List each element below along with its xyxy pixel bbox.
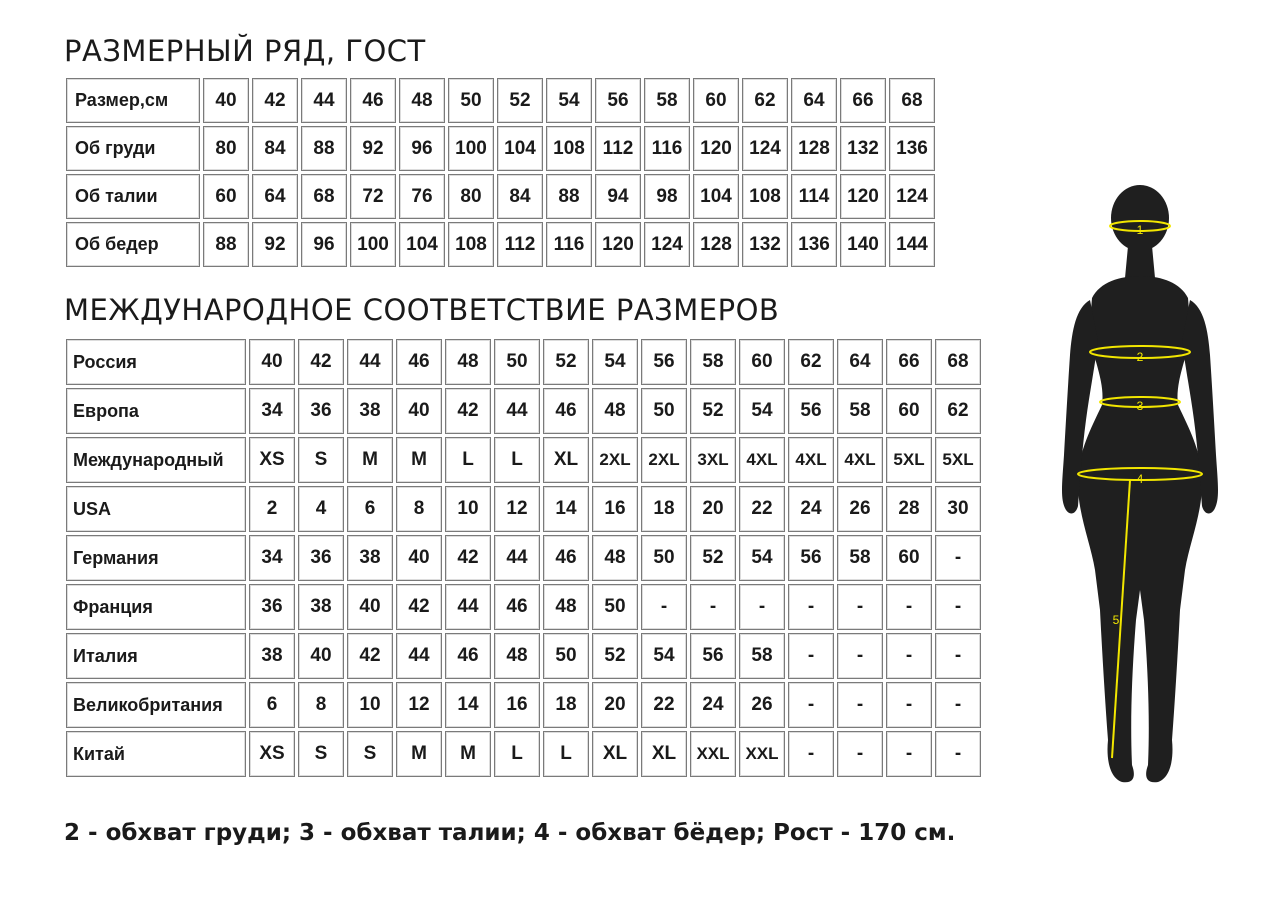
intl-cell: 34 (249, 388, 295, 434)
intl-cell: XXL (739, 731, 785, 777)
gost-cell: 124 (889, 174, 935, 219)
intl-cell: 2XL (641, 437, 687, 483)
gost-cell: 84 (497, 174, 543, 219)
intl-cell: 4XL (837, 437, 883, 483)
gost-row (66, 174, 935, 219)
gost-cell: 112 (497, 222, 543, 267)
intl-row-label: Международный (66, 437, 246, 483)
intl-cell: - (788, 584, 834, 630)
intl-cell: 40 (396, 535, 442, 581)
intl-cell: 68 (935, 339, 981, 385)
intl-cell: 8 (396, 486, 442, 532)
measurement-legend: 2 - обхват груди; 3 - обхват талии; 4 - обхват бёдер; Рост - 170 см. (64, 820, 956, 846)
intl-cell: 46 (445, 633, 491, 679)
gost-cell: 128 (693, 222, 739, 267)
intl-row-label: Франция (66, 584, 246, 630)
gost-table-title: РАЗМЕРНЫЙ РЯД, ГОСТ (64, 34, 426, 68)
intl-cell: 44 (494, 388, 540, 434)
gost-cell: 44 (301, 78, 347, 123)
intl-cell: 40 (298, 633, 344, 679)
gost-cell: 132 (742, 222, 788, 267)
intl-row-label: Китай (66, 731, 246, 777)
intl-cell: 36 (298, 388, 344, 434)
measurement-marker-label: 1 (1136, 223, 1144, 237)
gost-cell: 124 (742, 126, 788, 171)
intl-cell: 18 (543, 682, 589, 728)
intl-cell: 48 (543, 584, 589, 630)
gost-cell: 104 (399, 222, 445, 267)
intl-cell: 58 (837, 388, 883, 434)
intl-row-label: Италия (66, 633, 246, 679)
intl-cell: - (886, 633, 932, 679)
intl-cell: 28 (886, 486, 932, 532)
gost-row (66, 222, 935, 267)
gost-row-label: Об талии (66, 174, 200, 219)
intl-cell: 36 (249, 584, 295, 630)
intl-cell: 24 (788, 486, 834, 532)
gost-cell: 40 (203, 78, 249, 123)
gost-cell: 136 (889, 126, 935, 171)
gost-cell: 48 (399, 78, 445, 123)
gost-cell: 96 (399, 126, 445, 171)
intl-cell: 4 (298, 486, 344, 532)
gost-cell: 54 (546, 78, 592, 123)
gost-row-label: Об груди (66, 126, 200, 171)
gost-cell: 94 (595, 174, 641, 219)
intl-table-title: МЕЖДУНАРОДНОЕ СООТВЕТСТВИЕ РАЗМЕРОВ (64, 293, 780, 327)
intl-cell: 8 (298, 682, 344, 728)
intl-cell: 46 (543, 535, 589, 581)
intl-cell: 52 (543, 339, 589, 385)
intl-cell: - (837, 682, 883, 728)
intl-cell: 42 (445, 388, 491, 434)
gost-cell: 108 (448, 222, 494, 267)
intl-cell: - (935, 682, 981, 728)
intl-cell: 5XL (886, 437, 932, 483)
gost-cell: 124 (644, 222, 690, 267)
intl-cell: 38 (249, 633, 295, 679)
intl-cell: 54 (592, 339, 638, 385)
gost-cell: 140 (840, 222, 886, 267)
intl-row (66, 731, 981, 777)
intl-row (66, 486, 981, 532)
intl-cell: 64 (837, 339, 883, 385)
intl-row-label: Европа (66, 388, 246, 434)
intl-row-label: Россия (66, 339, 246, 385)
measurement-marker-label: 3 (1136, 399, 1144, 413)
intl-cell: 18 (641, 486, 687, 532)
intl-cell: - (886, 584, 932, 630)
intl-cell: - (837, 584, 883, 630)
intl-cell: 2 (249, 486, 295, 532)
intl-cell: 60 (739, 339, 785, 385)
gost-row-label: Об бедер (66, 222, 200, 267)
intl-cell: 38 (347, 388, 393, 434)
gost-size-table (63, 75, 938, 270)
intl-cell: 4XL (788, 437, 834, 483)
gost-cell: 104 (497, 126, 543, 171)
intl-cell: 62 (935, 388, 981, 434)
intl-cell: 40 (396, 388, 442, 434)
intl-row-label: Германия (66, 535, 246, 581)
intl-cell: - (788, 731, 834, 777)
intl-cell: XS (249, 731, 295, 777)
gost-cell: 132 (840, 126, 886, 171)
intl-cell: 44 (494, 535, 540, 581)
intl-row-label: USA (66, 486, 246, 532)
intl-cell: 52 (690, 388, 736, 434)
intl-cell: 38 (347, 535, 393, 581)
intl-cell: 56 (690, 633, 736, 679)
intl-cell: L (445, 437, 491, 483)
gost-cell: 42 (252, 78, 298, 123)
measurement-marker-label: 4 (1136, 472, 1144, 486)
gost-cell: 108 (546, 126, 592, 171)
gost-cell: 120 (693, 126, 739, 171)
gost-cell: 100 (350, 222, 396, 267)
intl-cell: 5XL (935, 437, 981, 483)
intl-cell: 48 (445, 339, 491, 385)
intl-cell: 2XL (592, 437, 638, 483)
gost-cell: 120 (840, 174, 886, 219)
gost-cell: 60 (693, 78, 739, 123)
intl-row (66, 682, 981, 728)
gost-cell: 96 (301, 222, 347, 267)
gost-cell: 120 (595, 222, 641, 267)
intl-cell: 10 (347, 682, 393, 728)
gost-cell: 88 (301, 126, 347, 171)
intl-cell: 56 (788, 535, 834, 581)
gost-cell: 104 (693, 174, 739, 219)
gost-cell: 116 (546, 222, 592, 267)
gost-cell: 60 (203, 174, 249, 219)
intl-cell: 26 (739, 682, 785, 728)
intl-cell: - (641, 584, 687, 630)
gost-cell: 88 (546, 174, 592, 219)
female-silhouette-illustration (1040, 180, 1240, 800)
gost-cell: 68 (889, 78, 935, 123)
gost-cell: 84 (252, 126, 298, 171)
intl-cell: 52 (690, 535, 736, 581)
gost-cell: 64 (252, 174, 298, 219)
intl-cell: S (347, 731, 393, 777)
intl-row (66, 535, 981, 581)
intl-row (66, 339, 981, 385)
intl-cell: 50 (641, 535, 687, 581)
gost-row (66, 126, 935, 171)
intl-cell: 22 (739, 486, 785, 532)
intl-row (66, 633, 981, 679)
intl-cell: M (347, 437, 393, 483)
intl-cell: L (494, 437, 540, 483)
intl-cell: 42 (396, 584, 442, 630)
intl-cell: 38 (298, 584, 344, 630)
intl-cell: 20 (592, 682, 638, 728)
intl-cell: S (298, 731, 344, 777)
intl-cell: 30 (935, 486, 981, 532)
gost-cell: 64 (791, 78, 837, 123)
intl-cell: 12 (494, 486, 540, 532)
gost-cell: 66 (840, 78, 886, 123)
intl-cell: - (886, 731, 932, 777)
intl-cell: 60 (886, 535, 932, 581)
intl-cell: 10 (445, 486, 491, 532)
gost-cell: 62 (742, 78, 788, 123)
gost-cell: 128 (791, 126, 837, 171)
intl-cell: 6 (347, 486, 393, 532)
gost-row-label: Размер,см (66, 78, 200, 123)
intl-cell: 40 (249, 339, 295, 385)
intl-cell: 42 (347, 633, 393, 679)
intl-cell: 54 (739, 388, 785, 434)
intl-cell: 16 (592, 486, 638, 532)
intl-cell: 36 (298, 535, 344, 581)
gost-cell: 88 (203, 222, 249, 267)
intl-cell: 44 (347, 339, 393, 385)
gost-cell: 136 (791, 222, 837, 267)
intl-cell: 48 (592, 535, 638, 581)
intl-cell: M (396, 731, 442, 777)
intl-cell: XL (543, 437, 589, 483)
gost-cell: 46 (350, 78, 396, 123)
intl-cell: 60 (886, 388, 932, 434)
intl-cell: 14 (543, 486, 589, 532)
intl-cell: L (543, 731, 589, 777)
intl-cell: - (788, 633, 834, 679)
intl-cell: 50 (494, 339, 540, 385)
intl-cell: 44 (445, 584, 491, 630)
intl-cell: 40 (347, 584, 393, 630)
intl-cell: 12 (396, 682, 442, 728)
intl-row (66, 437, 981, 483)
gost-cell: 80 (203, 126, 249, 171)
gost-cell: 92 (350, 126, 396, 171)
intl-cell: 54 (739, 535, 785, 581)
intl-cell: XS (249, 437, 295, 483)
gost-cell: 144 (889, 222, 935, 267)
gost-cell: 100 (448, 126, 494, 171)
intl-cell: - (886, 682, 932, 728)
gost-cell: 80 (448, 174, 494, 219)
intl-cell: 54 (641, 633, 687, 679)
intl-cell: M (396, 437, 442, 483)
intl-cell: 46 (494, 584, 540, 630)
intl-cell: 20 (690, 486, 736, 532)
intl-cell: 62 (788, 339, 834, 385)
intl-cell: - (788, 682, 834, 728)
intl-cell: S (298, 437, 344, 483)
intl-row (66, 388, 981, 434)
intl-cell: 16 (494, 682, 540, 728)
intl-cell: M (445, 731, 491, 777)
intl-cell: XXL (690, 731, 736, 777)
measurement-marker-label: 2 (1136, 350, 1144, 364)
gost-row (66, 78, 935, 123)
intl-cell: 4XL (739, 437, 785, 483)
intl-cell: 48 (494, 633, 540, 679)
intl-row-label: Великобритания (66, 682, 246, 728)
gost-cell: 112 (595, 126, 641, 171)
gost-cell: 108 (742, 174, 788, 219)
gost-cell: 56 (595, 78, 641, 123)
intl-cell: 46 (396, 339, 442, 385)
intl-cell: 3XL (690, 437, 736, 483)
gost-cell: 50 (448, 78, 494, 123)
measurement-marker-label: 5 (1112, 613, 1120, 627)
intl-cell: 26 (837, 486, 883, 532)
gost-cell: 58 (644, 78, 690, 123)
gost-cell: 114 (791, 174, 837, 219)
intl-row (66, 584, 981, 630)
intl-cell: 52 (592, 633, 638, 679)
gost-cell: 76 (399, 174, 445, 219)
intl-cell: 46 (543, 388, 589, 434)
intl-cell: 58 (739, 633, 785, 679)
intl-cell: 22 (641, 682, 687, 728)
intl-cell: 50 (641, 388, 687, 434)
intl-cell: - (837, 731, 883, 777)
intl-cell: 50 (543, 633, 589, 679)
intl-cell: - (935, 633, 981, 679)
gost-cell: 116 (644, 126, 690, 171)
intl-size-table (63, 336, 984, 780)
gost-cell: 52 (497, 78, 543, 123)
intl-cell: 44 (396, 633, 442, 679)
intl-cell: 42 (298, 339, 344, 385)
gost-cell: 72 (350, 174, 396, 219)
intl-cell: 58 (690, 339, 736, 385)
intl-cell: 34 (249, 535, 295, 581)
intl-cell: 66 (886, 339, 932, 385)
intl-cell: - (935, 731, 981, 777)
intl-cell: 6 (249, 682, 295, 728)
intl-cell: - (935, 535, 981, 581)
gost-cell: 68 (301, 174, 347, 219)
intl-cell: XL (592, 731, 638, 777)
intl-cell: 42 (445, 535, 491, 581)
gost-cell: 98 (644, 174, 690, 219)
body-measurement-figure (1040, 180, 1240, 800)
intl-cell: XL (641, 731, 687, 777)
intl-cell: - (935, 584, 981, 630)
intl-cell: L (494, 731, 540, 777)
gost-cell: 92 (252, 222, 298, 267)
intl-cell: 50 (592, 584, 638, 630)
intl-cell: 24 (690, 682, 736, 728)
intl-cell: 58 (837, 535, 883, 581)
intl-cell: 56 (788, 388, 834, 434)
intl-cell: 56 (641, 339, 687, 385)
intl-cell: 48 (592, 388, 638, 434)
intl-cell: - (837, 633, 883, 679)
intl-cell: - (739, 584, 785, 630)
intl-cell: 14 (445, 682, 491, 728)
intl-cell: - (690, 584, 736, 630)
